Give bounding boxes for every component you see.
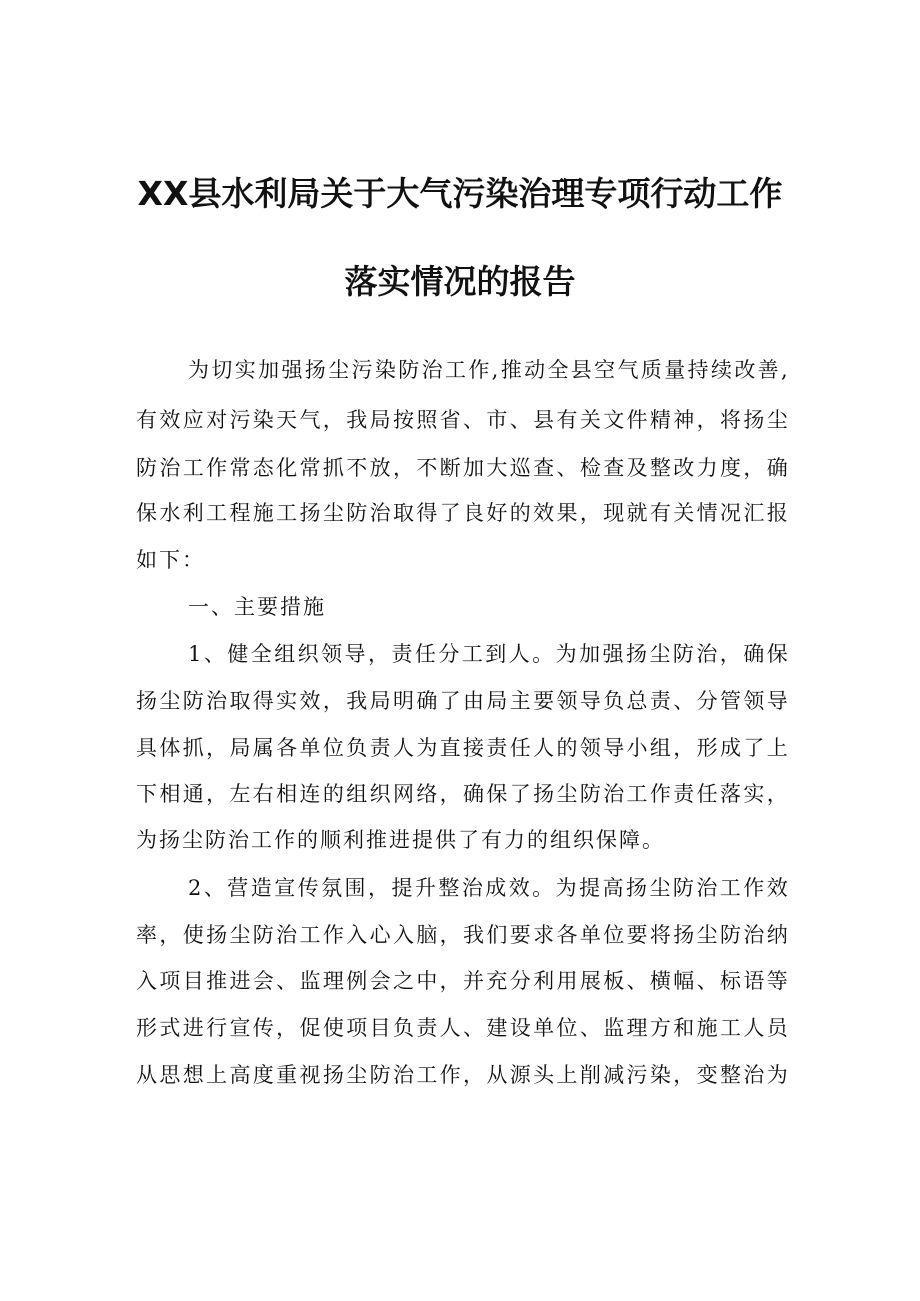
paragraph-line: 下 相 通 ， 左 右 相 连 的 组 织 网 络 ， 确 保 了 扬 尘 防 治 工 作 责 任 落 实 ， <box>136 782 788 806</box>
paragraph-line: 形 式 进 行 宣 传 ， 促 使 项 目 负 责 人 、 建 设 单 位 、 监 理 方 和 施 工 人 员 <box>136 1016 788 1040</box>
paragraph-line: 1 、 健 全 组 织 领 导 ， 责 任 分 工 到 人 。 为 加 强 扬 尘 防 治 ， 确 保 <box>188 642 788 666</box>
document-title-line-1: XX县水利局关于大气污染治理专项行动工作 <box>137 174 783 213</box>
paragraph-line: 率 ， 使 扬 尘 防 治 工 作 入 心 入 脑 ， 我 们 要 求 各 单 位 要 将 扬 尘 防 治 纳 <box>136 923 788 947</box>
section-heading: 一、主要措施 <box>188 595 326 619</box>
paragraph-line: 为 切 实 加 强 扬 尘 污 染 防 治 工 作 , 推 动 全 县 空 气 质 量 持 续 改 善 , <box>188 358 788 382</box>
paragraph-line: 防 治 工 作 常 态 化 常 抓 不 放 ， 不 断 加 大 巡 查 、 检 查 及 整 改 力 度 ， 确 <box>136 456 788 480</box>
paragraph-line: 从 思 想 上 高 度 重 视 扬 尘 防 治 工 作 ， 从 源 头 上 削 减 污 染 ， 变 整 治 为 <box>136 1063 788 1087</box>
paragraph-line: 扬 尘 防 治 取 得 实 效 ， 我 局 明 确 了 由 局 主 要 领 导 负 总 责 、 分 管 领 导 <box>136 689 788 713</box>
paragraph-line: 保 水 利 工 程 施 工 扬 尘 防 治 取 得 了 良 好 的 效 果 ， 现 就 有 关 情 况 汇 报 <box>136 501 788 525</box>
paragraph-line: 具 体 抓 ， 局 属 各 单 位 负 责 人 为 直 接 责 任 人 的 领 导 小 组 ， 形 成 了 上 <box>136 736 788 760</box>
paragraph-line: 为扬尘防治工作的顺利推进提供了有力的组织保障。 <box>136 828 665 852</box>
paragraph-line: 2 、 营 造 宣 传 氛 围 ， 提 升 整 治 成 效 。 为 提 高 扬 尘 防 治 工 作 效 <box>188 876 788 900</box>
document-title-line-2: 落实情况的报告 <box>344 262 576 301</box>
paragraph-line: 入 项 目 推 进 会 、 监 理 例 会 之 中 ， 并 充 分 利 用 展 板 、 横 幅 、 标 语 等 <box>136 969 788 993</box>
paragraph-line: 有 效 应 对 污 染 天 气 ， 我 局 按 照 省 、 市 、 县 有 关 文 件 精 神 ， 将 扬 尘 <box>136 408 788 432</box>
paragraph-line: 如下： <box>136 548 205 572</box>
